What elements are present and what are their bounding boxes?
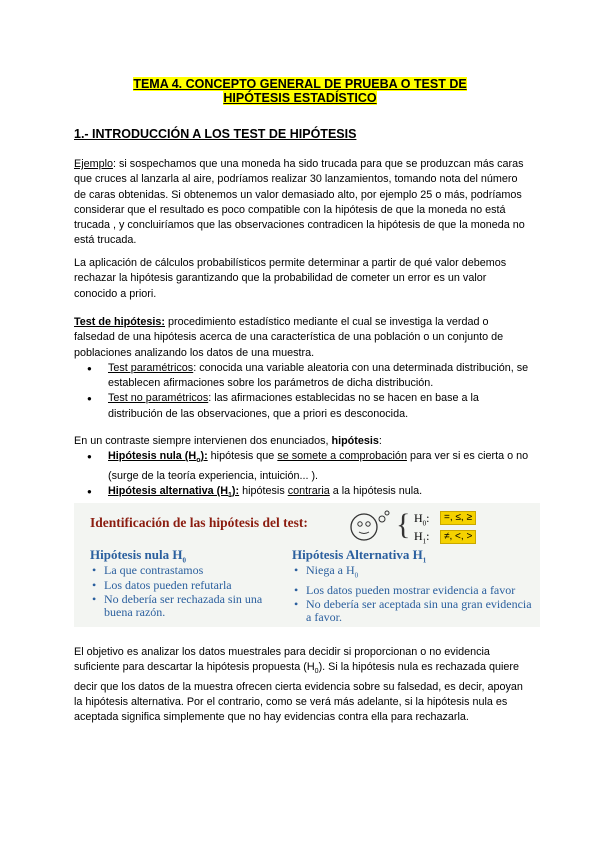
alt-text-underlined: contraria [287,485,330,498]
null-label-sub: o [196,457,201,465]
h0-sub: 0 [422,519,427,528]
alt-column-heading [292,547,426,565]
alt-label-end: ): [231,485,240,498]
contrast-intro: En un contraste siempre intervienen dos enunciados, [74,435,332,447]
h1-sub: 1 [422,537,427,546]
list-item: • No debería ser aceptada sin una gran evidencia a favor. [294,598,534,623]
bullet-text: : conocida una variable aleatoria con una determinada distribución, se establecen afirmaciones sobre los parámetros de dicha distribución. [108,361,529,390]
alt-text-2: a la hipótesis nula. [329,485,423,498]
bullet-text: : las afirmaciones establecidas no se hacen en base a la distribución de las observaciones, que a priori es desconocida. [108,392,479,420]
title-line-2: HIPÓTESIS ESTADÍSTICO [223,91,377,105]
null-label-text: Hipótesis nula (H [108,450,197,463]
list-item [74,449,530,484]
final-text-2: ). Si la hipótesis nula es rechazada quiere decir que los datos de la muestra ofrecen cierta evidencia sobre su falsedad, es decir, apoyan la hipótesis alternativa. Por el contrario, como se verá más adelante, si la hipótesis nula es aceptada significa simplemente que no hay evidencias contra ella para rechazarla. [74,661,523,724]
contrast-intro-end: : [378,435,382,447]
list-item: • Los datos pueden mostrar evidencia a favor [294,584,534,597]
null-hyp-label [108,450,208,465]
final-text-1: El objetivo es analizar los datos muestrales para decidir si proporcionan o no evidencia suficiente para descartar la hipótesis propuesta (H [74,646,490,674]
h0-symbol: $H_0$: [414,511,430,528]
test-definition [74,315,530,422]
null-text-1: hipótesis que [207,450,278,463]
bullet-label: Test paramétricos [108,361,194,374]
list-item [74,361,530,392]
test-types-list [74,361,530,422]
list-item [74,391,530,422]
null-column-heading [90,547,186,565]
thinking-head-icon [344,509,392,545]
null-text-2: para ver si es cierta o no (surge de la teoría experiencia, intuición... ). [108,450,529,482]
list-item [74,484,530,503]
h1-operators: ≠, <, > [440,530,476,544]
alt-hyp-label [108,485,240,500]
contrast-intro-bold: hipótesis [331,435,379,447]
h0-letter: H [414,511,423,525]
hypothesis-figure [74,503,540,627]
alt-column-list [294,564,534,625]
contrast-section [74,434,530,504]
h1-letter: H [414,529,423,543]
h0-operators: =, ≤, ≥ [440,511,476,525]
alt-col-heading-sub: 1 [422,556,427,565]
null-column-list [92,564,292,620]
example-text: : si sospechamos que una moneda ha sido trucada para que se produzcan más caras que cruces al lanzarla al aire, podríamos realizar 30 lanzamientos, tomando nota del número de caras obtenidas. Si obtenemos un valor demasiado alto, por ejemplo 25 o más, podríamos considerar que el resultado es poco compatible con la hipótesis de que la moneda no está trucada , y concluiríamos que las observaciones contradicen la hipótesis de que la moneda no está trucada. [74,158,525,247]
alt-item-sub: 0 [354,571,359,580]
alt-label-sub: 1 [228,492,232,500]
final-sub: 0 [314,668,319,676]
page-title [0,77,600,105]
section-heading: 1.- INTRODUCCIÓN A LOS TEST DE HIPÓTESIS [74,127,357,141]
title-line-1: TEMA 4. CONCEPTO GENERAL DE PRUEBA O TEST DE [133,77,467,91]
h1-symbol: $H_1$: [414,529,430,546]
null-col-heading-sub: 0 [182,556,186,565]
probability-paragraph: La aplicación de cálculos probabilísticos permite determinar a partir de qué valor debemos rechazar la hipótesis garantizando que la probabilidad de cometer un error es un valor conocido a priori. [74,257,507,300]
bullet-label: Test no paramétricos [108,392,209,405]
null-text-underlined: se somete a comprobación [277,450,407,463]
figure-title: Identificación de las hipótesis del test: [90,515,308,530]
alt-text-1: hipótesis [239,485,288,498]
null-col-heading-text: Hipótesis nula H [90,547,183,562]
list-item [294,564,534,582]
null-label-end: ): [200,450,208,463]
test-def-text: procedimiento estadístico mediante el cual se investiga la verdad o falsedad de una hipótesis acerca de una característica de una población o un conjunto de poblaciones analizando los datos de una muestra. [74,316,504,359]
test-def-label: Test de hipótesis: [74,316,165,328]
final-paragraph [74,645,530,726]
example-paragraph [74,157,530,249]
brace: { [396,508,411,541]
alt-label-text: Hipótesis alternativa (H [108,485,228,498]
alt-item-text: Niega a H [306,563,355,577]
alt-col-heading-text: Hipótesis Alternativa H [292,547,423,562]
list-item: • La que contrastamos [92,564,292,577]
list-item: • Los datos pueden refutarla [92,579,292,592]
list-item: • No debería ser rechazada sin una buena razón. [92,593,292,618]
hypothesis-list [74,449,530,503]
example-label: Ejemplo [74,158,114,170]
